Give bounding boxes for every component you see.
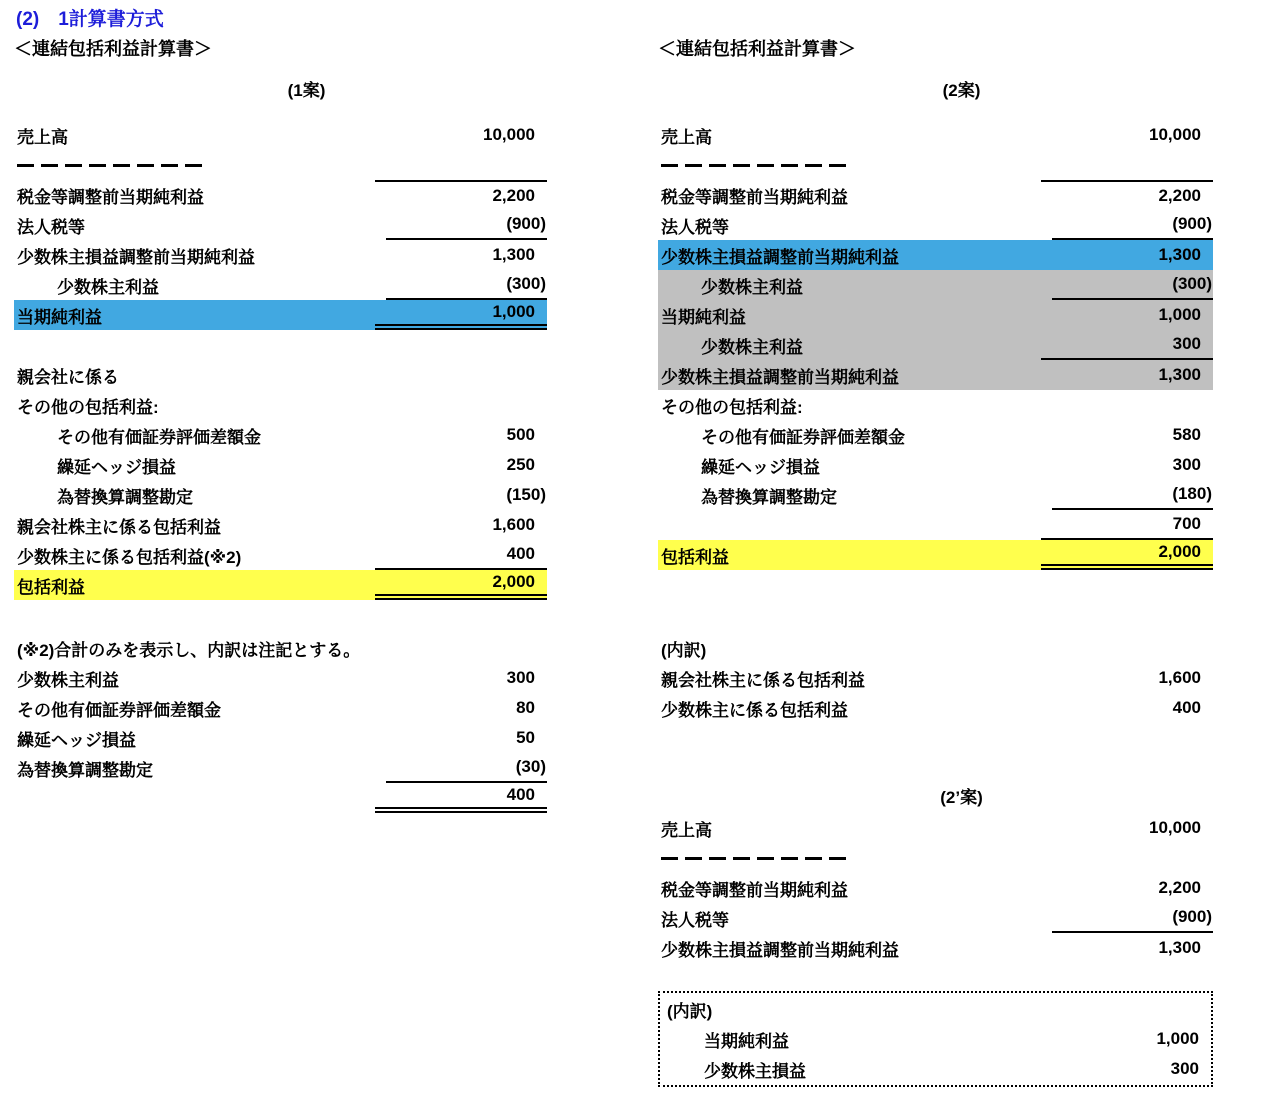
statement-row: [14, 540, 547, 570]
dash-line: [661, 857, 847, 860]
statement-row: [658, 813, 1213, 843]
row-label: その他有価証券評価差額金: [701, 427, 905, 447]
separator-dashes: [14, 150, 547, 180]
row-value: 400: [375, 783, 547, 813]
row-value: (300): [1052, 270, 1213, 300]
row-value: 300: [506, 668, 535, 687]
dash-line: [17, 164, 203, 167]
row-label: 繰延ヘッジ損益: [57, 457, 176, 477]
row-label: 親会社に係る: [17, 367, 119, 387]
statement-row: [658, 903, 1213, 933]
separator-dashes: [658, 150, 1213, 180]
row-label: (内訳): [667, 1001, 713, 1021]
statement-row: [658, 300, 1213, 330]
statement-row: [658, 360, 1213, 390]
row-label: 当期純利益: [704, 1031, 789, 1051]
separator-dashes: [658, 843, 1213, 873]
row-value: 2,200: [1158, 878, 1201, 897]
statement-row: [658, 693, 1213, 723]
statement-row: [660, 1024, 1211, 1054]
statement-row: [658, 330, 1213, 360]
statement-row: [658, 663, 1213, 693]
row-value: 300: [1041, 330, 1213, 360]
statement-row: [658, 540, 1213, 570]
statement-row: [658, 450, 1213, 480]
spacer: [14, 600, 547, 633]
row-value: 1,300: [1158, 938, 1201, 957]
row-label: 親会社株主に係る包括利益: [17, 517, 221, 537]
row-label: 税金等調整前当期純利益: [661, 187, 848, 207]
statement-plan1: [14, 33, 547, 813]
row-value: 300: [1172, 455, 1201, 474]
row-label: その他有価証券評価差額金: [57, 427, 261, 447]
row-label: 少数株主利益: [17, 670, 119, 690]
row-value: 1,300: [492, 245, 535, 264]
row-label: 少数株主損益調整前当期純利益: [661, 940, 899, 960]
row-label: 為替換算調整勘定: [17, 760, 153, 780]
row-label: 少数株主利益: [701, 277, 803, 297]
row-value: 1,300: [1158, 245, 1201, 264]
row-label: 当期純利益: [17, 307, 102, 327]
statement-row: [14, 120, 547, 150]
row-label: その他の包括利益:: [661, 397, 803, 417]
row-value: 700: [1041, 510, 1213, 540]
statement-rows-left: [14, 120, 547, 813]
statement-row: [658, 390, 1213, 420]
row-label: 少数株主に係る包括利益(※2): [17, 547, 242, 567]
row-label: 包括利益: [661, 547, 729, 567]
row-label: その他有価証券評価差額金: [17, 700, 221, 720]
row-value: 1,600: [1158, 668, 1201, 687]
statement-row: [14, 753, 547, 783]
row-label: 包括利益: [17, 577, 85, 597]
row-label: (内訳): [661, 640, 707, 660]
plan1-label: (1案): [287, 81, 326, 100]
row-value: 2,000: [1041, 540, 1213, 570]
row-label: 繰延ヘッジ損益: [701, 457, 820, 477]
statement-row: [658, 120, 1213, 150]
statement-heading-right: ＜連結包括利益計算書＞: [658, 39, 856, 59]
row-label: 為替換算調整勘定: [701, 487, 837, 507]
row-label: 少数株主損益調整前当期純利益: [17, 247, 255, 267]
row-value: 2,000: [375, 570, 547, 600]
row-value: 80: [516, 698, 535, 717]
row-label: その他の包括利益:: [17, 397, 159, 417]
row-label: 法人税等: [661, 217, 729, 237]
row-label: 少数株主に係る包括利益: [661, 700, 848, 720]
row-value: (300): [386, 270, 547, 300]
row-label: 少数株主損益調整前当期純利益: [661, 367, 899, 387]
row-label: 少数株主損益調整前当期純利益: [661, 247, 899, 267]
row-label: 売上高: [17, 127, 68, 147]
row-value: 1,000: [1158, 305, 1201, 324]
statement-row: [14, 240, 547, 270]
row-value: (900): [1052, 210, 1213, 240]
statement-row: [14, 693, 547, 723]
statement-row: [14, 570, 547, 600]
statement-row: [658, 933, 1213, 963]
row-value: 1,000: [375, 300, 547, 330]
statement-row: [14, 390, 547, 420]
statement-row: [14, 723, 547, 753]
row-value: 1,300: [1158, 365, 1201, 384]
statement-heading-left: ＜連結包括利益計算書＞: [14, 39, 212, 59]
row-label: 売上高: [661, 127, 712, 147]
row-label: 親会社株主に係る包括利益: [661, 670, 865, 690]
statement-row: [14, 633, 547, 663]
row-value: (900): [1052, 903, 1213, 933]
row-value: 400: [375, 540, 547, 570]
row-label: (※2)合計のみを表示し、内訳は注記とする。: [17, 640, 361, 660]
row-value: 2,200: [1041, 180, 1213, 210]
statement-row: [658, 180, 1213, 210]
statement-row: [660, 1054, 1211, 1084]
plan2-label: (2案): [942, 81, 981, 100]
row-value: 580: [1172, 425, 1201, 444]
row-value: 10,000: [483, 125, 535, 144]
spacer: [658, 723, 1213, 783]
statement-row: [14, 300, 547, 330]
row-value: 50: [516, 728, 535, 747]
spacer: [658, 570, 1213, 633]
row-value: (30): [386, 753, 547, 783]
row-label: 為替換算調整勘定: [57, 487, 193, 507]
statement-row: [14, 210, 547, 240]
row-label: 法人税等: [661, 910, 729, 930]
plan-label: (2’案): [940, 788, 983, 807]
row-value: 400: [1172, 698, 1201, 717]
row-value: 10,000: [1149, 125, 1201, 144]
row-value: 10,000: [1149, 818, 1201, 837]
row-label: 法人税等: [17, 217, 85, 237]
row-value: (180): [1052, 480, 1213, 510]
row-label: 税金等調整前当期純利益: [17, 187, 204, 207]
row-label: 当期純利益: [661, 307, 746, 327]
statement-row: [658, 420, 1213, 450]
row-label: 少数株主利益: [57, 277, 159, 297]
row-value: 1,000: [1156, 1029, 1199, 1048]
statement-row: [658, 633, 1213, 663]
statement-row: [14, 360, 547, 390]
row-value: 250: [506, 455, 535, 474]
statement-row: [14, 783, 547, 813]
row-label: 売上高: [661, 820, 712, 840]
statement-row: [14, 510, 547, 540]
row-value: 2,200: [375, 180, 547, 210]
statement-row: [658, 240, 1213, 270]
statement-row: [14, 480, 547, 510]
statement-row: [14, 270, 547, 300]
dash-line: [661, 164, 847, 167]
statement-rows-right: [658, 120, 1213, 963]
row-label: 少数株主利益: [701, 337, 803, 357]
row-label: 税金等調整前当期純利益: [661, 880, 848, 900]
statement-row: [658, 480, 1213, 510]
statement-row: [658, 210, 1213, 240]
statement-row: [14, 180, 547, 210]
row-label: 繰延ヘッジ損益: [17, 730, 136, 750]
statement-row: [660, 994, 1211, 1024]
page-title: (2) 1計算書方式: [16, 9, 164, 30]
row-value: 1,600: [492, 515, 535, 534]
spacer: [14, 330, 547, 360]
row-value: (900): [386, 210, 547, 240]
row-label: 少数株主損益: [704, 1061, 806, 1081]
statement-row: [14, 663, 547, 693]
breakdown-box: [658, 991, 1213, 1087]
row-value: 500: [506, 425, 535, 444]
statement-row: [14, 450, 547, 480]
statement-row: [658, 873, 1213, 903]
statement-plan2: [658, 33, 1213, 1087]
statement-row: [658, 270, 1213, 300]
row-value: (150): [506, 485, 546, 504]
statement-row: [658, 510, 1213, 540]
row-value: 300: [1170, 1059, 1199, 1078]
statement-row: [14, 420, 547, 450]
